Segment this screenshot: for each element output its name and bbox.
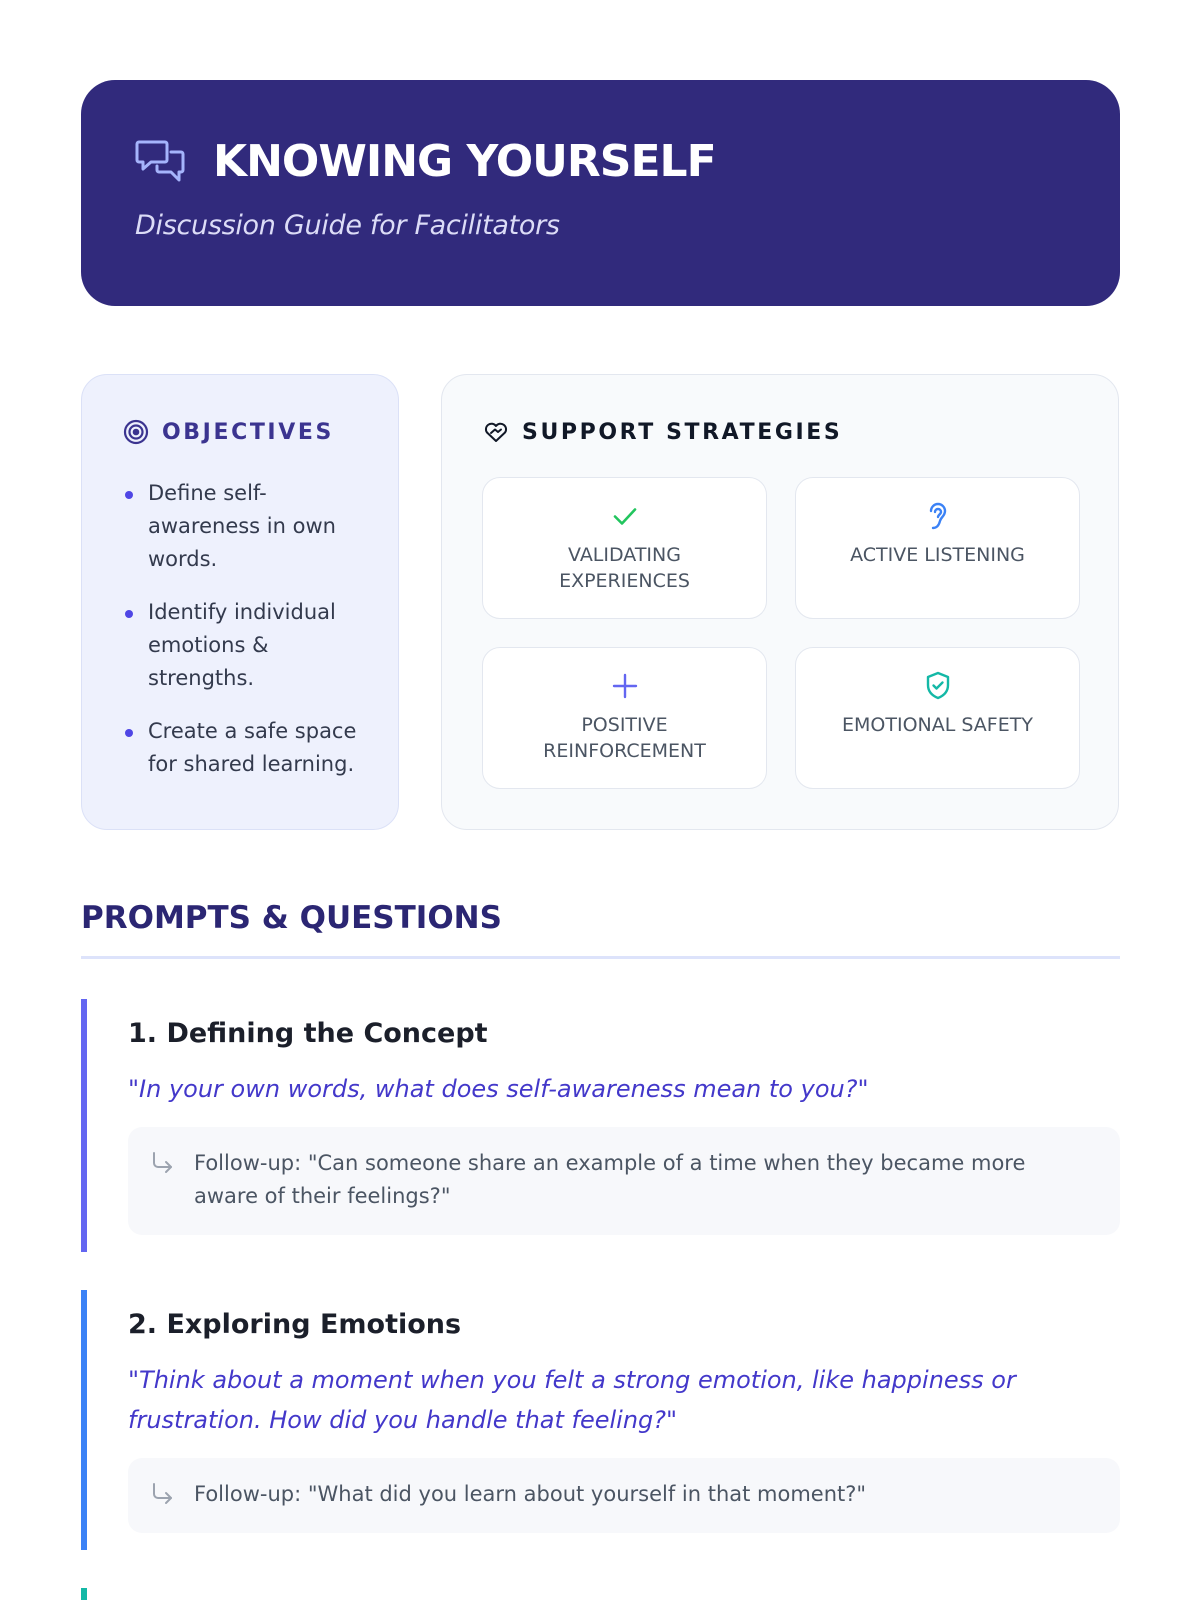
plus-icon <box>607 668 643 704</box>
objectives-card <box>81 374 399 830</box>
objectives-heading-text: OBJECTIVES <box>162 419 334 445</box>
header-title-row <box>135 134 1066 190</box>
strategy-label: VALIDATING EXPERIENCES <box>559 544 690 592</box>
prompt-accent-bar <box>81 1290 87 1550</box>
shield-check-icon <box>920 668 956 704</box>
strategy-tile-safety <box>795 647 1080 789</box>
strategies-heading-text: SUPPORT STRATEGIES <box>522 419 843 445</box>
bullet-dot <box>125 610 133 618</box>
objectives-list <box>122 477 368 781</box>
page-title: KNOWING YOURSELF <box>213 136 716 187</box>
prompt-accent-bar <box>81 1588 87 1600</box>
support-strategies-card <box>441 374 1119 830</box>
list-item <box>122 715 368 781</box>
strategy-label: ACTIVE LISTENING <box>850 544 1025 566</box>
prompts-section-title: PROMPTS & QUESTIONS <box>81 900 502 936</box>
strategy-tile-validating <box>482 477 767 619</box>
objective-text: Create a safe space for shared learning. <box>148 719 357 776</box>
header-banner <box>81 80 1120 306</box>
overview-cards-row <box>81 374 1119 830</box>
prompt-block-2 <box>81 1290 1120 1550</box>
return-arrow-icon <box>150 1147 194 1213</box>
chat-bubbles-icon <box>135 136 187 188</box>
objective-text: Identify individual emotions & strengths. <box>148 600 336 690</box>
strategy-tile-listening <box>795 477 1080 619</box>
list-item <box>122 477 368 576</box>
objectives-heading <box>122 417 368 447</box>
prompt-accent-bar <box>81 999 87 1252</box>
page-subtitle: Discussion Guide for Facilitators <box>135 210 560 241</box>
strategies-grid <box>482 477 1078 789</box>
prompt-block-1 <box>81 999 1120 1252</box>
prompt-title: 1. Defining the Concept <box>128 1018 488 1049</box>
return-arrow-icon <box>150 1478 194 1511</box>
check-icon <box>607 498 643 534</box>
prompt-question: "Think about a moment when you felt a strong emotion, like happiness or frustration. How did you handle that feeling?" <box>128 1366 1016 1434</box>
strategies-heading <box>482 417 1078 447</box>
bullet-dot <box>125 491 133 499</box>
followup-box <box>128 1458 1120 1533</box>
target-icon <box>122 418 150 446</box>
strategy-tile-reinforcement <box>482 647 767 789</box>
prompt-question: "In your own words, what does self-awareness mean to you?" <box>128 1075 869 1103</box>
followup-text: Follow-up: "What did you learn about yourself in that moment?" <box>194 1482 867 1506</box>
prompt-title: 2. Exploring Emotions <box>128 1309 462 1340</box>
section-divider <box>81 956 1120 959</box>
followup-text: Follow-up: "Can someone share an example of a time when they became more aware of their feelings?" <box>194 1151 1026 1208</box>
bullet-dot <box>125 729 133 737</box>
followup-box <box>128 1127 1120 1235</box>
strategy-label: EMOTIONAL SAFETY <box>842 714 1033 736</box>
objective-text: Define self-awareness in own words. <box>148 481 336 571</box>
strategy-label: POSITIVE REINFORCEMENT <box>543 714 706 762</box>
list-item <box>122 596 368 695</box>
prompt-block-3 <box>81 1588 1120 1600</box>
ear-icon <box>920 498 956 534</box>
heart-handshake-icon <box>482 418 510 446</box>
